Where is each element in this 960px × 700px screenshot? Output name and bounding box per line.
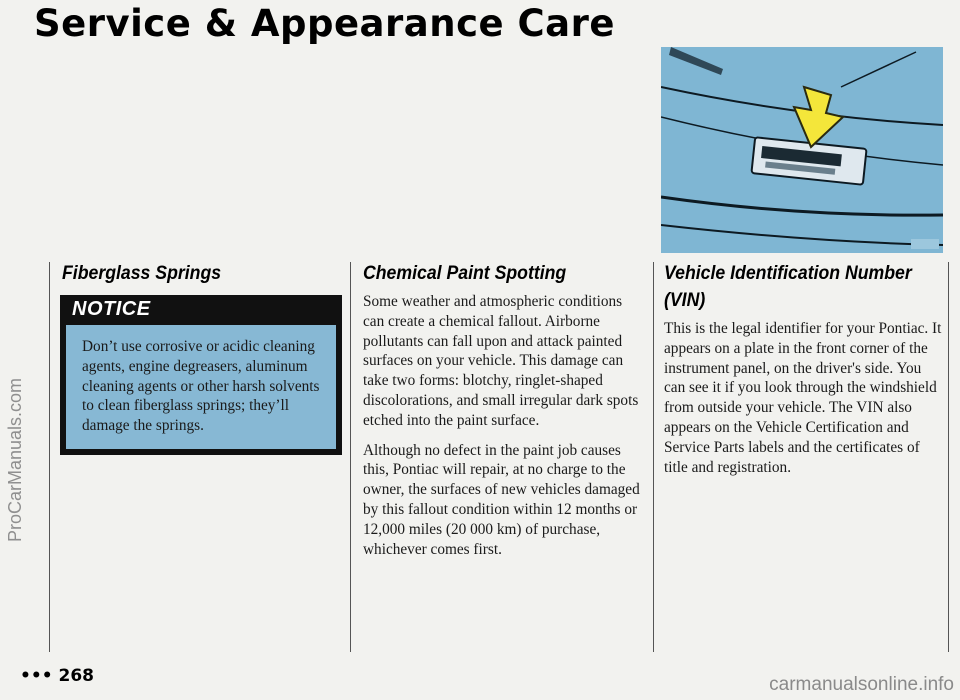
side-watermark: ProCarManuals.com xyxy=(5,377,25,543)
page-number: ••• 268 xyxy=(20,666,95,686)
column-divider-middle xyxy=(350,262,351,652)
column-divider-left xyxy=(49,262,50,652)
fiberglass-springs-heading: Fiberglass Springs xyxy=(62,263,222,284)
chemical-paint-body xyxy=(363,292,647,569)
notice-title: NOTICE xyxy=(72,298,151,320)
notice-text: Don’t use corrosive or acidic cleaning agents, engine degreasers, aluminum cleaning agents or other harsh solvents to clean fiberglass springs; they’ll damage the springs. xyxy=(82,338,320,435)
footer-watermark: carmanualsonline.info xyxy=(769,674,954,695)
vin-heading: Vehicle Identification Number (VIN) xyxy=(664,263,912,311)
page-title: Service & Appearance Care xyxy=(34,2,615,45)
vin-body: This is the legal identifier for your Pontiac. It appears on a plate in the front corner of the instrument panel, on the driver's side. You can see it if you look through the windshield from outside your vehicle. The VIN also appears on the Vehicle Certification and Service Parts labels and the certificates of title and registration. xyxy=(664,320,942,476)
notice-panel xyxy=(66,325,336,449)
column-divider-edge xyxy=(948,262,949,652)
vin-plate-photo xyxy=(661,47,943,253)
notice-box xyxy=(60,295,342,455)
column-divider-right xyxy=(653,262,654,652)
chemical-paint-paragraph-1: Some weather and atmospheric conditions can create a chemical fallout. Airborne pollutants can fall upon and attack painted surfaces on your vehicle. This damage can take two forms: blotchy, ringlet-shaped discolorations, and small irregular dark spots etched into the paint surface. xyxy=(363,293,639,429)
chemical-paint-paragraph-2: Although no defect in the paint job causes this, Pontiac will repair, at no charge to the owner, the surfaces of new vehicles damaged by this fallout condition within 12 months or 12,000 miles (20 000 km) of purchase, whichever comes first. xyxy=(363,441,640,558)
chemical-paint-spotting-heading: Chemical Paint Spotting xyxy=(363,263,567,284)
